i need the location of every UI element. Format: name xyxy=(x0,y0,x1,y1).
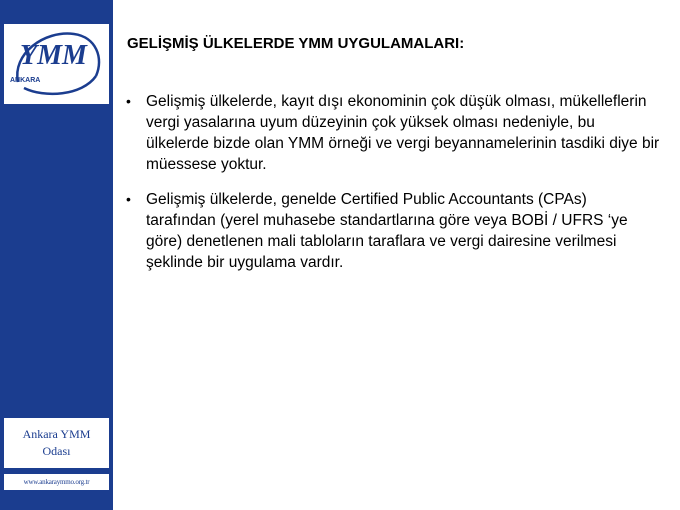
svg-text:ANKARA: ANKARA xyxy=(10,77,41,84)
bullet-text-2: Gelişmiş ülkelerde, genelde Certified Public Accountants (CPAs) tarafından (yerel muhasebe standartlarına göre veya BOBİ / UFRS ‘ye göre) denetlenen mali tabloların taraflara ve vergi dairesine verilmesi şeklinde bir uygulama vardır. xyxy=(146,191,628,271)
ymm-logo xyxy=(4,24,109,104)
sidebar xyxy=(0,0,113,510)
bullet-item-1 xyxy=(120,91,660,175)
org-url[interactable]: www.ankaraymmo.org.tr xyxy=(4,474,109,490)
bullet-list xyxy=(120,91,660,287)
slide-title: GELİŞMİŞ ÜLKELERDE YMM UYGULAMALARI: xyxy=(127,35,465,52)
bullet-dot-icon: • xyxy=(126,93,131,109)
bullet-item-2 xyxy=(120,189,660,273)
svg-text:YMM: YMM xyxy=(20,40,87,71)
org-name xyxy=(4,418,109,468)
bullet-dot-icon: • xyxy=(126,191,131,207)
ymm-logo-icon xyxy=(4,24,109,104)
org-name-line1: Ankara YMM xyxy=(22,427,91,441)
org-name-line2: Odası xyxy=(42,444,71,458)
bullet-text-1: Gelişmiş ülkelerde, kayıt dışı ekonominin çok düşük olması, mükelleflerin vergi yasalarına uyum düzeyinin çok yüksek olması nedeniyle, bu ülkelerde bizde olan YMM örneği ve vergi beyannamelerinin tasdiki diye bir müessese yoktur. xyxy=(146,93,660,173)
